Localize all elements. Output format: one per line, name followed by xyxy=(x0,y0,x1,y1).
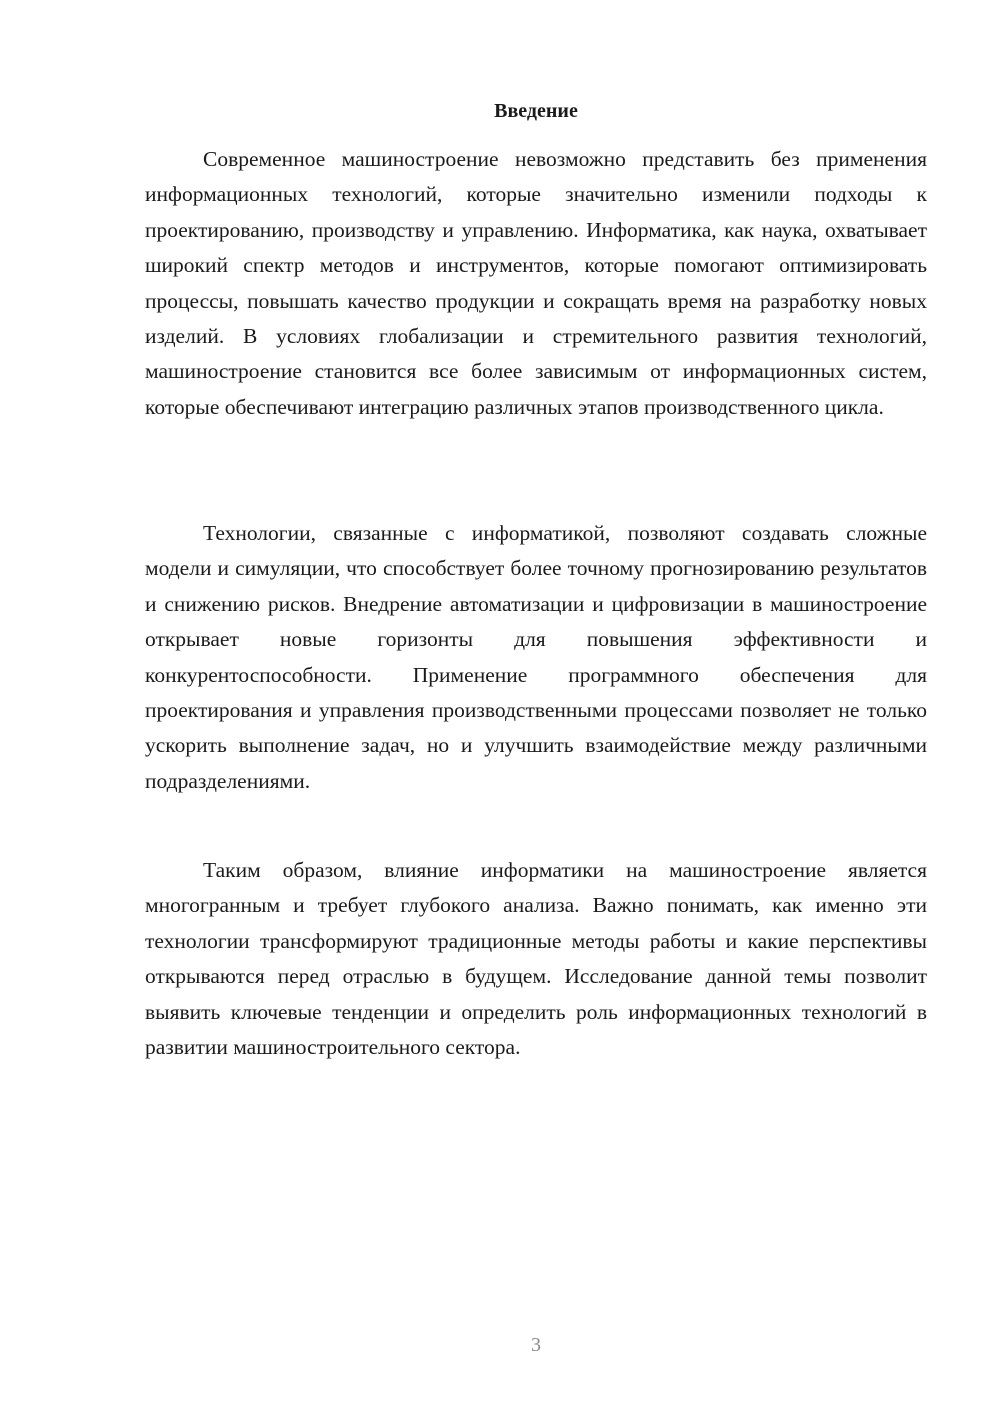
page-number: 3 xyxy=(531,1334,541,1356)
paragraph-2: Технологии, связанные с информатикой, позволяют создавать сложные модели и симуляции, что способствует более точному прогнозированию результатов и снижению рисков. Внедрение автоматизации и цифровизации в машиностроение открывает новые горизонты для повышения эффективности и конкурентоспособности. Применение программного обеспечения для проектирования и управления производственными процессами позволяет не только ускорить выполнение задач, но и улучшить взаимодействие между различными подразделениями. xyxy=(145,521,927,793)
paragraph-1: Современное машиностроение невозможно представить без применения информационных технологий, которые значительно изменили подходы к проектированию, производству и управлению. Информатика, как наука, охватывает широкий спектр методов и инструментов, которые помогают оптимизировать процессы, повышать качество продукции и сокращать время на разработку новых изделий. В условиях глобализации и стремительного развития технологий, машиностроение становится все более зависимым от информационных систем, которые обеспечивают интеграцию различных этапов производственного цикла. xyxy=(145,147,927,419)
paragraph-3: Таким образом, влияние информатики на машиностроение является многогранным и требует глубокого анализа. Важно понимать, как именно эти технологии трансформируют традиционные методы работы и какие перспективы открываются перед отраслью в будущем. Исследование данной темы позволит выявить ключевые тенденции и определить роль информационных технологий в развитии машиностроительного сектора. xyxy=(145,858,927,1060)
page-title: Введение xyxy=(494,100,578,122)
